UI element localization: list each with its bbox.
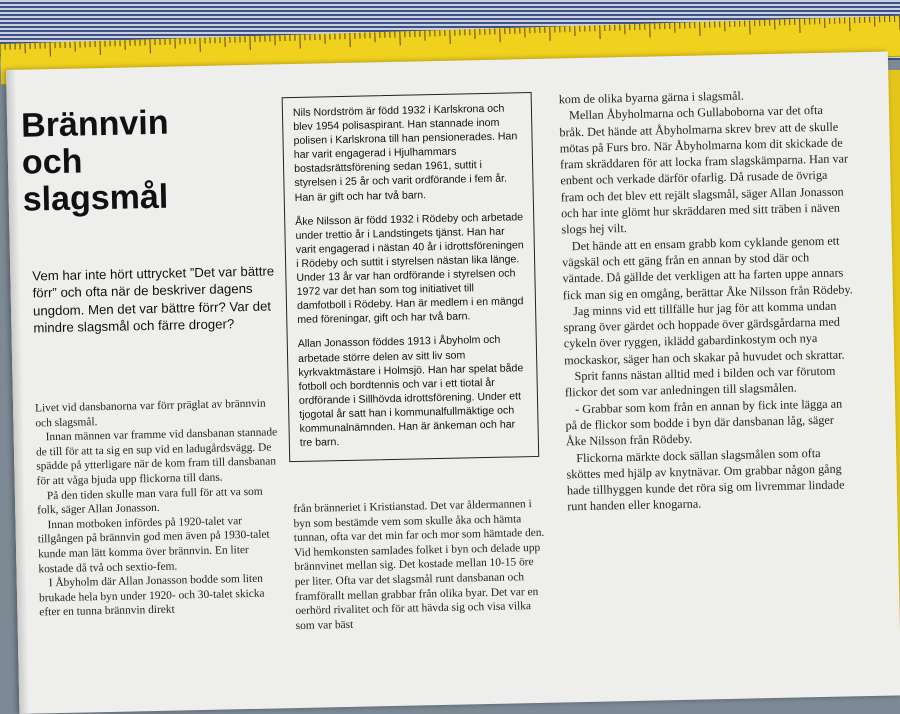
bio-nils-nordstrom: Nils Nordström är född 1932 i Karlskrona och blev 1954 polisaspirant. Han stannade inom polisen i Karlskrona till han pensionerades. Han har varit engagerad i Hjulhammars bostadsrättsförening sedan 1961, suttit i styrelsen i 25 år och varit ordförande i fem år. Han är gift och har två barn. bbox=[292, 102, 518, 204]
bio-allan-jonasson: Allan Jonasson föddes 1913 i Åbyholm och arbetade större delen av sitt liv som kyrkvaktmästare i Holmsjö. Han har spelat både fotboll och bordtennis och var i ett tiotal år ordförande i Sillhövda idrottsförening. Under ett tjogotal år satt han i kommunalfullmäktige och kommunalnämnden. Han är änkeman och har tre barn. bbox=[297, 334, 524, 449]
paragraph: Innan männen var framme vid dansbanan stannade de till för att ta sig en sup vid en ladugårdsvägg. De spädde på ytterligare när de kom fram till dansbanan för att våga bjuda upp flickorna till dans. bbox=[35, 426, 278, 488]
paragraph: På den tiden skulle man vara full för att va som folk, säger Allan Jonasson. bbox=[37, 485, 263, 517]
paragraph: Det hände att en ensam grabb kom cyklande genom ett vägskäl och ett gäng från en annan by stod där och väntade. Då gällde det verkligen att ha farten uppe annars fick man sig en omgång, berättar Åke Nilsson från Rödeby. bbox=[562, 233, 853, 302]
biography-fact-box bbox=[282, 92, 540, 462]
paragraph: från bränneriet i Kristianstad. Det var åldermannen i byn som bestämde vem som skulle åka och hämta tunnan, ofta var det min far och mor som hämtade den. Vid hemkonsten samlades folket i byn och delade upp brännvinet mellan sig. Det kostade mellan 10-15 öre per liter. Ofta var det slagsmål runt dansbanan och framförallt mellan grabbar från olika byar. Det var en oerhörd rivalitet och för att hävda sig och visa vilka som var bäst bbox=[293, 498, 545, 632]
paragraph: Flickorna märkte dock sällan slagsmålen som ofta sköttes med hjälp av knytnävar. Om grabbar någon gång hade tillhyggen kunde det röra sig om livremmar lindade runt handen eller knogarna. bbox=[566, 445, 845, 514]
paragraph: Sprit fanns nästan alltid med i bilden och var förutom flickor det som var anledningen till slagsmålen. bbox=[564, 363, 836, 400]
text-column-1 bbox=[35, 396, 286, 620]
article-title bbox=[21, 103, 263, 219]
bio-ake-nilsson: Åke Nilsson är född 1932 i Rödeby och arbetade under trettio år i Landstingets tjänst. Han har varit engagerad i nästan 40 år i idrottsföreningen i Rödeby och suttit i styrelsen nästan lika länge. Under 13 år var han ordförande i styrelsen och 1972 var det han som tog initiativet till damfotboll i Rödeby. Han är medlem i en mängd med föreningar, gift och har två barn. bbox=[295, 210, 524, 327]
text-column-2 bbox=[293, 497, 548, 634]
title-line: och bbox=[21, 142, 83, 182]
book-spread bbox=[6, 52, 900, 714]
paragraph: Innan motboken infördes på 1920-talet var tillgången på brännvin god men även på 1930-talet kunde man lätt komma över brännvin. En liter kostade då två och sextio-fem. bbox=[37, 514, 270, 575]
paragraph: kom de olika byarna gärna i slagsmål. bbox=[558, 88, 744, 107]
paragraph: Mellan Åbyholmarna och Gullaboborna var det ofta bråk. Det hände att Åbyholmarna skrev brev att de skulle mötas på Furs bro. När Åbyholmarna kom dit skickade de fram skräddaren för att locka fram slagskämparna. Han var enbent och verkade därför ofarlig. Då rusade de övriga fram och det blev ett rejält slagsmål, säger Allan Jonasson och har inte glömt hur skräddaren med sitt träben i näven slogs hej vilt. bbox=[559, 103, 849, 237]
title-line: Brännvin bbox=[20, 103, 169, 145]
paragraph: I Åbyholm där Allan Jonasson bodde som liten brukade hela byn under 1920- och 30-talet skicka efter en tunna brännvin direkt bbox=[38, 572, 265, 619]
paragraph: Jag minns vid ett tillfälle hur jag för att komma undan sprang över gärdet och hoppade över gärdsgårdarna med cykeln över ryggen, iklädd gabardinkostym och nya mockaskor, säger han och skakar på huvudet och skrattar. bbox=[563, 298, 845, 368]
paragraph: - Grabbar som kom från en annan by fick inte lägga an på de flickor som bodde i byn där dansbanan låg, säger Åke Nilsson från Rödeby. bbox=[565, 396, 843, 449]
text-column-3 bbox=[559, 85, 858, 515]
article-lead: Vem har inte hört uttrycket ”Det var bättre förr” och ofta när de beskriver dagens ungdom. Men det var bättre förr? Var det mindre slagsmål och färre droger? bbox=[32, 263, 275, 336]
title-line: slagsmål bbox=[22, 177, 169, 219]
paragraph: Livet vid dansbanorna var förr präglat av brännvin och slagsmål. bbox=[34, 397, 266, 430]
